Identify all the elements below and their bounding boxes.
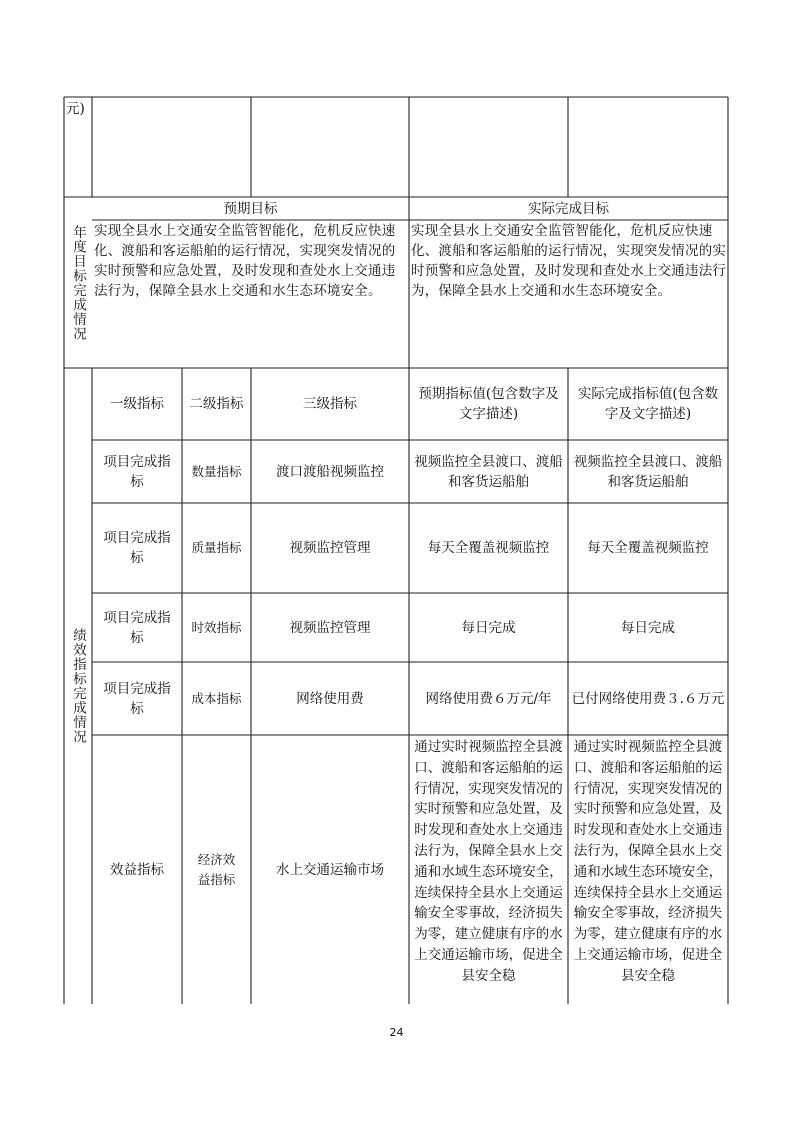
annual-section-label: 年度目标完成情况 <box>70 225 86 341</box>
row5-level1: 效益指标 <box>110 861 164 878</box>
row1-level3: 渡口渡船视频监控 <box>276 463 384 480</box>
header-level3: 三级指标 <box>303 396 357 412</box>
row3-level1: 项目完成指标 <box>103 609 171 646</box>
expected-target-header: 预期目标 <box>223 200 278 217</box>
row1-level2: 数量指标 <box>191 463 242 479</box>
row5-level2: 经济效益指标 <box>197 851 236 887</box>
row4-expected: 网络使用费６万元/年 <box>425 690 552 707</box>
row1-level1: 项目完成指标 <box>103 453 171 490</box>
header-expected-value: 预期指标值(包含数字及文字描述) <box>418 386 559 422</box>
performance-section-label: 绩效指标完成情况 <box>70 628 86 744</box>
header-level1: 一级指标 <box>110 396 164 412</box>
row5-expected: 通过实时视频监控全县渡口、渡船和客运船舶的运行情况，实现突发情况的实时预警和应急处置，及时发现和查处水上交通违法行为，保障全县水上交通和水域生态环境安全，连续保持全县水上交通运输安全零事故，经济损失为零，建立健康有序的水上交通运输市场，促进全县安全稳 <box>414 739 563 984</box>
row3-level3: 视频监控管理 <box>289 619 371 636</box>
row3-expected: 每日完成 <box>461 619 516 636</box>
expected-target-text: 实现全县水上交通安全监管智能化，危机反应快速化、渡船和客运船舶的运行情况，实现突发情况的实时预警和应急处置，及时发现和查处水上交通违法行为，保障全县水上交通和水生态环境安全。 <box>94 223 396 299</box>
header-actual-value: 实际完成指标值(包含数字及文字描述) <box>577 386 719 422</box>
row2-level3: 视频监控管理 <box>289 540 371 556</box>
header-level2: 二级指标 <box>189 396 244 412</box>
row4-level3: 网络使用费 <box>296 690 364 707</box>
actual-target-text: 实现全县水上交通安全监管智能化，危机反应快速化、渡船和客运船舶的运行情况，实现突发情况的实时预警和应急处置，及时发现和查处水上交通违法行为，保障全县水上交通和水生态环境安全。 <box>411 223 727 299</box>
top-row-label-fragment: 元) <box>66 101 85 117</box>
row1-actual: 视频监控全县渡口、渡船和客货运船舶 <box>573 453 723 490</box>
row4-level1: 项目完成指标 <box>103 680 171 717</box>
row4-actual: 已付网络使用费３.６万元 <box>571 690 725 707</box>
row3-actual: 每日完成 <box>621 619 675 636</box>
row4-level2: 成本指标 <box>191 690 242 706</box>
row3-level2: 时效指标 <box>191 619 242 635</box>
row2-actual: 每天全覆盖视频监控 <box>587 540 709 556</box>
row2-level1: 项目完成指标 <box>103 530 171 566</box>
row1-expected: 视频监控全县渡口、渡船和客货运船舶 <box>414 453 563 490</box>
row5-actual: 通过实时视频监控全县渡口、渡船和客运船舶的运行情况，实现突发情况的实时预警和应急处置，及时发现和查处水上交通违法行为，保障全县水上交通和水域生态环境安全，连续保持全县水上交通运输安全零事故，经济损失为零，建立健康有序的水上交通运输市场，促进全县安全稳 <box>573 739 723 984</box>
row2-expected: 每天全覆盖视频监控 <box>427 540 550 556</box>
row5-level3: 水上交通运输市场 <box>276 861 384 878</box>
row2-level2: 质量指标 <box>191 540 242 555</box>
page-number: 24 <box>389 1026 404 1039</box>
actual-target-header: 实际完成目标 <box>528 200 609 217</box>
